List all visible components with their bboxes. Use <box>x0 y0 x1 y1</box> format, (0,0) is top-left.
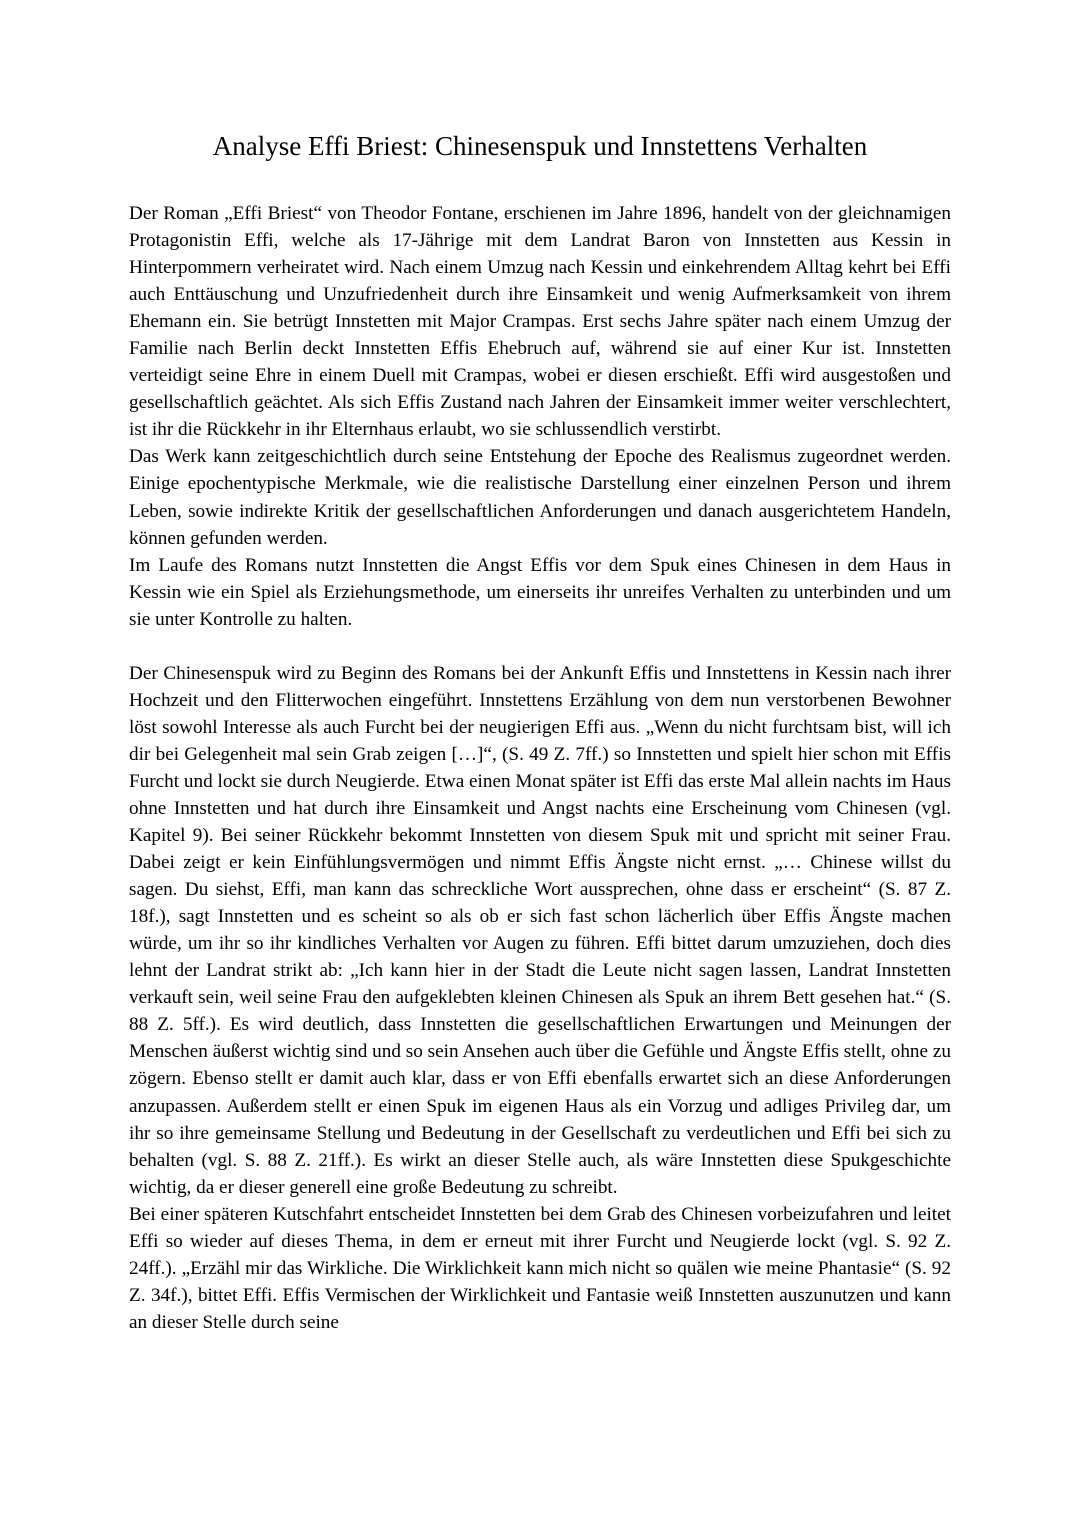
document-body <box>129 200 951 1336</box>
document-title: Analyse Effi Briest: Chinesenspuk und Innstettens Verhalten <box>212 131 868 161</box>
paragraph-gap <box>129 633 951 660</box>
paragraph-epoch: Das Werk kann zeitgeschichtlich durch seine Entstehung der Epoche des Realismus zugeordnet werden. Einige epochentypische Merkmale, wie die realistische Darstellung einer einzelnen Person und ihrem Leben, sowie indirekte Kritik der gesellschaftlichen Anforderungen und danach ausgerichtetem Handeln, können gefunden werden. <box>129 446 951 549</box>
paragraph-carriage-ride: Bei einer späteren Kutschfahrt entscheidet Innstetten bei dem Grab des Chinesen vorbeizufahren und leitet Effi so wieder auf dieses Thema, in dem er erneut mit ihrer Furcht und Neugierde lockt (vgl. S. 92 Z. 24ff.). „Erzähl mir das Wirkliche. Die Wirklichkeit kann mich nicht so quälen wie meine Phantasie“ (S. 92 Z. 34f.), bittet Effi. Effis Vermischen der Wirklichkeit und Fantasie weiß Innstetten auszunutzen und kann an dieser Stelle durch seine <box>129 1203 951 1333</box>
paragraph-thesis: Im Laufe des Romans nutzt Innstetten die Angst Effis vor dem Spuk eines Chinesen in dem Haus in Kessin wie ein Spiel als Erziehungsmethode, um einerseits ihr unreifes Verhalten zu unterbinden und um sie unter Kontrolle zu halten. <box>129 554 951 630</box>
paragraph-analysis: Der Chinesenspuk wird zu Beginn des Romans bei der Ankunft Effis und Innstettens in Kessin nach ihrer Hochzeit und den Flitterwochen eingeführt. Innstettens Erzählung von dem nun verstorbenen Bewohner löst sowohl Interesse als auch Furcht bei der neugierigen Effi aus. „Wenn du nicht furchtsam bist, will ich dir bei Gelegenheit mal sein Grab zeigen […]“, (S. 49 Z. 7ff.) so Innstetten und spielt hier schon mit Effis Furcht und lockt sie durch Neugierde. Etwa einen Monat später ist Effi das erste Mal allein nachts im Haus ohne Innstetten und hat durch ihre Einsamkeit und Angst nachts eine Erscheinung vom Chinesen (vgl. Kapitel 9). Bei seiner Rückkehr bekommt Innstetten von diesem Spuk mit und spricht mit seiner Frau. Dabei zeigt er kein Einfühlungsvermögen und nimmt Effis Ängste nicht ernst. „… Chinese willst du sagen. Du siehst, Effi, man kann das schreckliche Wort aussprechen, ohne dass er erscheint“ (S. 87 Z. 18f.), sagt Innstetten und es scheint so als ob er sich fast schon lächerlich über Effis Ängste machen würde, um ihr so ihr kindliches Verhalten vor Augen zu führen. Effi bittet darum umzuziehen, doch dies lehnt der Landrat strikt ab: „Ich kann hier in der Stadt die Leute nicht sagen lassen, Landrat Innstetten verkauft sein, weil seine Frau den aufgeklebten kleinen Chinesen als Spuk an ihrem Bett gesehen hat.“ (S. 88 Z. 5ff.). Es wird deutlich, dass Innstetten die gesellschaftlichen Erwartungen und Meinungen der Menschen äußerst wichtig sind und so sein Ansehen auch über die Gefühle und Ängste Effis stellt, ohne zu zögern. Ebenso stellt er damit auch klar, dass er von Effi ebenfalls erwartet sich an diese Anforderungen anzupassen. Außerdem stellt er einen Spuk im eigenen Haus als ein Vorzug und adliges Privileg dar, um ihr so ihre gemeinsame Stellung und Bedeutung in der Gesellschaft zu verdeutlichen und Effi bei sich zu behalten (vgl. S. 88 Z. 21ff.). Es wirkt an dieser Stelle auch, als wäre Innstetten diese Spukgeschichte wichtig, da er dieser generell eine große Bedeutung zu schreibt. <box>129 662 951 1198</box>
paragraph-summary: Der Roman „Effi Briest“ von Theodor Fontane, erschienen im Jahre 1896, handelt von der gleichnamigen Protagonistin Effi, welche als 17-Jährige mit dem Landrat Baron von Innstetten aus Kessin in Hinterpommern verheiratet wird. Nach einem Umzug nach Kessin und einkehrendem Alltag kehrt bei Effi auch Enttäuschung und Unzufriedenheit durch ihre Einsamkeit und wenig Aufmerksamkeit von ihrem Ehemann ein. Sie betrügt Innstetten mit Major Crampas. Erst sechs Jahre später nach einem Umzug der Familie nach Berlin deckt Innstetten Effis Ehebruch auf, während sie auf einer Kur ist. Innstetten verteidigt seine Ehre in einem Duell mit Crampas, wobei er diesen erschießt. Effi wird ausgestoßen und gesellschaftlich geächtet. Als sich Effis Zustand nach Jahren der Einsamkeit immer weiter verschlechtert, ist ihr die Rückkehr in ihr Elternhaus erlaubt, wo sie schlussendlich verstirbt. <box>129 203 951 441</box>
